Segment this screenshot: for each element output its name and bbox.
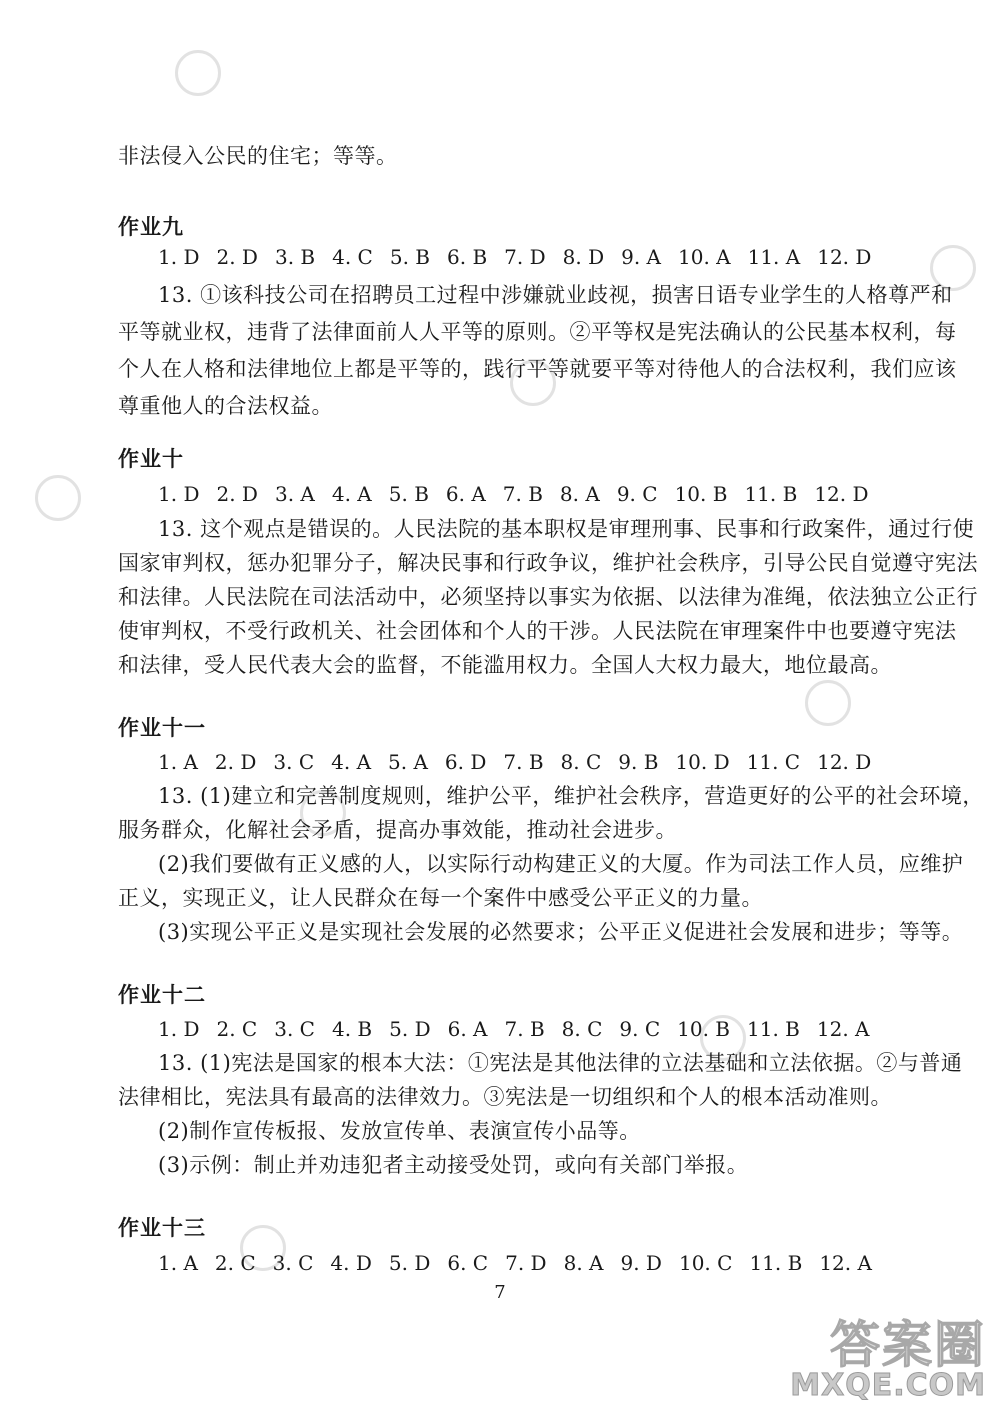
answer-item: 2. D <box>216 482 258 506</box>
logo-domain: MXQE.COM <box>790 1368 986 1403</box>
answer-item: 11. B <box>749 1251 803 1275</box>
answer-item: 8. C <box>561 1017 603 1041</box>
answer-text-line: 尊重他人的合法权益。 <box>118 394 333 418</box>
answer-item: 5. D <box>389 1017 431 1041</box>
answer-row <box>158 1014 887 1044</box>
answer-text-line: 法律相比，宪法具有最高的法律效力。③宪法是一切组织和个人的根本活动准则。 <box>118 1085 892 1109</box>
answer-item: 4. B <box>331 1017 373 1041</box>
section-title: 作业九 <box>118 215 184 239</box>
answer-item: 2. C <box>216 1017 258 1041</box>
answer-item: 2. D <box>214 750 257 774</box>
answer-text-line: 13. (1)建立和完善制度规则，维护公平，维护社会秩序，营造更好的公平的社会环境， <box>158 784 984 808</box>
answer-item: 10. B <box>674 482 728 506</box>
answer-item: 7. D <box>504 245 546 269</box>
logo-title: 答案圈 <box>830 1316 986 1374</box>
answer-text-line: 13. 这个观点是错误的。人民法院的基本职权是审理刑事、民事和行政案件，通过行使 <box>158 517 975 541</box>
answer-item: 3. C <box>273 750 315 774</box>
answer-item: 6. D <box>444 750 487 774</box>
answer-text-line: (2)我们要做有正义感的人，以实际行动构建正义的大厦。作为司法工作人员，应维护 <box>158 852 964 876</box>
answer-item: 1. A <box>158 1251 198 1275</box>
answer-text-line: 平等就业权，违背了法律面前人人平等的原则。②平等权是宪法确认的公民基本权利，每 <box>118 320 957 344</box>
answer-item: 9. D <box>620 1251 662 1275</box>
answer-item: 4. D <box>330 1251 372 1275</box>
answer-item: 8. A <box>563 1251 604 1275</box>
answer-text-line: 个人在人格和法律地位上都是平等的，践行平等就要平等对待他人的合法权利，我们应该 <box>118 357 957 381</box>
answer-row <box>158 242 888 272</box>
answer-item: 1. A <box>158 750 198 774</box>
watermark-seal <box>175 50 221 96</box>
answer-item: 5. B <box>389 245 430 269</box>
watermark-seal <box>805 680 851 726</box>
page-number: 7 <box>494 1282 506 1303</box>
answer-item: 8. D <box>562 245 605 269</box>
answer-item: 4. A <box>331 750 372 774</box>
answer-item: 9. C <box>616 482 658 506</box>
answer-item: 7. D <box>505 1251 547 1275</box>
answer-text-line: 服务群众，化解社会矛盾，提高办事效能，推动社会进步。 <box>118 818 677 842</box>
answer-item: 5. A <box>388 750 428 774</box>
answer-item: 4. A <box>331 482 372 506</box>
answer-item: 9. B <box>618 750 659 774</box>
answer-item: 10. A <box>678 245 731 269</box>
answer-row <box>158 479 886 509</box>
answer-item: 12. D <box>814 482 869 506</box>
answer-item: 8. C <box>560 750 602 774</box>
answer-text-line: (2)制作宣传板报、发放宣传单、表演宣传小品等。 <box>158 1119 641 1143</box>
answer-text-line: 和法律。人民法院在司法活动中，必须坚持以事实为依据、以法律为准绳，依法独立公正行 <box>118 585 978 609</box>
answer-item: 10. D <box>675 750 730 774</box>
answer-item: 3. C <box>272 1251 314 1275</box>
answer-item: 12. D <box>817 750 872 774</box>
answer-item: 7. B <box>504 1017 545 1041</box>
answer-item: 9. C <box>619 1017 661 1041</box>
answer-text-line: 和法律，受人民代表大会的监督，不能滥用权力。全国人大权力最大，地位最高。 <box>118 653 892 677</box>
intro-line: 非法侵入公民的住宅；等等。 <box>118 144 398 168</box>
answer-item: 8. A <box>559 482 600 506</box>
section-title: 作业十三 <box>118 1216 206 1240</box>
answer-text-line: 国家审判权，惩办犯罪分子，解决民事和行政争议，维护社会秩序，引导公民自觉遵守宪法 <box>118 551 978 575</box>
answer-row <box>158 1248 889 1278</box>
answer-item: 1. D <box>158 1017 200 1041</box>
answer-item: 11. C <box>746 750 801 774</box>
section-title: 作业十 <box>118 447 184 471</box>
answer-item: 5. D <box>388 1251 431 1275</box>
answer-item: 6. C <box>447 1251 489 1275</box>
answer-item: 3. C <box>274 1017 315 1041</box>
answer-item: 1. D <box>158 482 200 506</box>
answer-item: 7. B <box>503 750 544 774</box>
answer-text-line: (3)实现公平正义是实现社会发展的必然要求；公平正义促进社会发展和进步；等等。 <box>158 920 964 944</box>
answer-item: 3. B <box>274 245 316 269</box>
answer-row <box>158 747 888 777</box>
answer-item: 6. A <box>447 1017 488 1041</box>
answer-item: 10. C <box>678 1251 733 1275</box>
answer-text-line: 13. (1)宪法是国家的根本大法：①宪法是其他法律的立法基础和立法依据。②与普通 <box>158 1051 963 1075</box>
answer-item: 12. A <box>819 1251 872 1275</box>
answer-item: 2. D <box>216 245 258 269</box>
answer-item: 10. B <box>677 1017 731 1041</box>
answer-item: 11. B <box>744 482 798 506</box>
answer-item: 9. A <box>621 245 661 269</box>
answer-item: 11. A <box>747 245 801 269</box>
answer-item: 7. B <box>502 482 543 506</box>
answer-text-line: (3)示例：制止并劝违犯者主动接受处罚，或向有关部门举报。 <box>158 1153 749 1177</box>
answer-item: 3. A <box>274 482 315 506</box>
section-title: 作业十一 <box>118 716 206 740</box>
answer-text-line: 13. ①该科技公司在招聘员工过程中涉嫌就业歧视，损害日语专业学生的人格尊严和 <box>158 283 953 307</box>
answer-item: 6. A <box>445 482 486 506</box>
answer-item: 2. C <box>214 1251 256 1275</box>
answer-item: 6. B <box>447 245 488 269</box>
section-title: 作业十二 <box>118 983 206 1007</box>
watermark-seal <box>35 475 81 521</box>
answer-text-line: 使审判权，不受行政机关、社会团体和个人的干涉。人民法院在审理案件中也要遵守宪法 <box>118 619 957 643</box>
answer-item: 4. C <box>332 245 373 269</box>
answer-item: 11. B <box>747 1017 800 1041</box>
answer-item: 12. A <box>816 1017 870 1041</box>
answer-item: 1. D <box>158 245 200 269</box>
answer-text-line: 正义，实现正义，让人民群众在每一个案件中感受公平正义的力量。 <box>118 886 763 910</box>
answer-item: 5. B <box>388 482 429 506</box>
answer-item: 12. D <box>817 245 872 269</box>
site-logo <box>790 1305 996 1405</box>
